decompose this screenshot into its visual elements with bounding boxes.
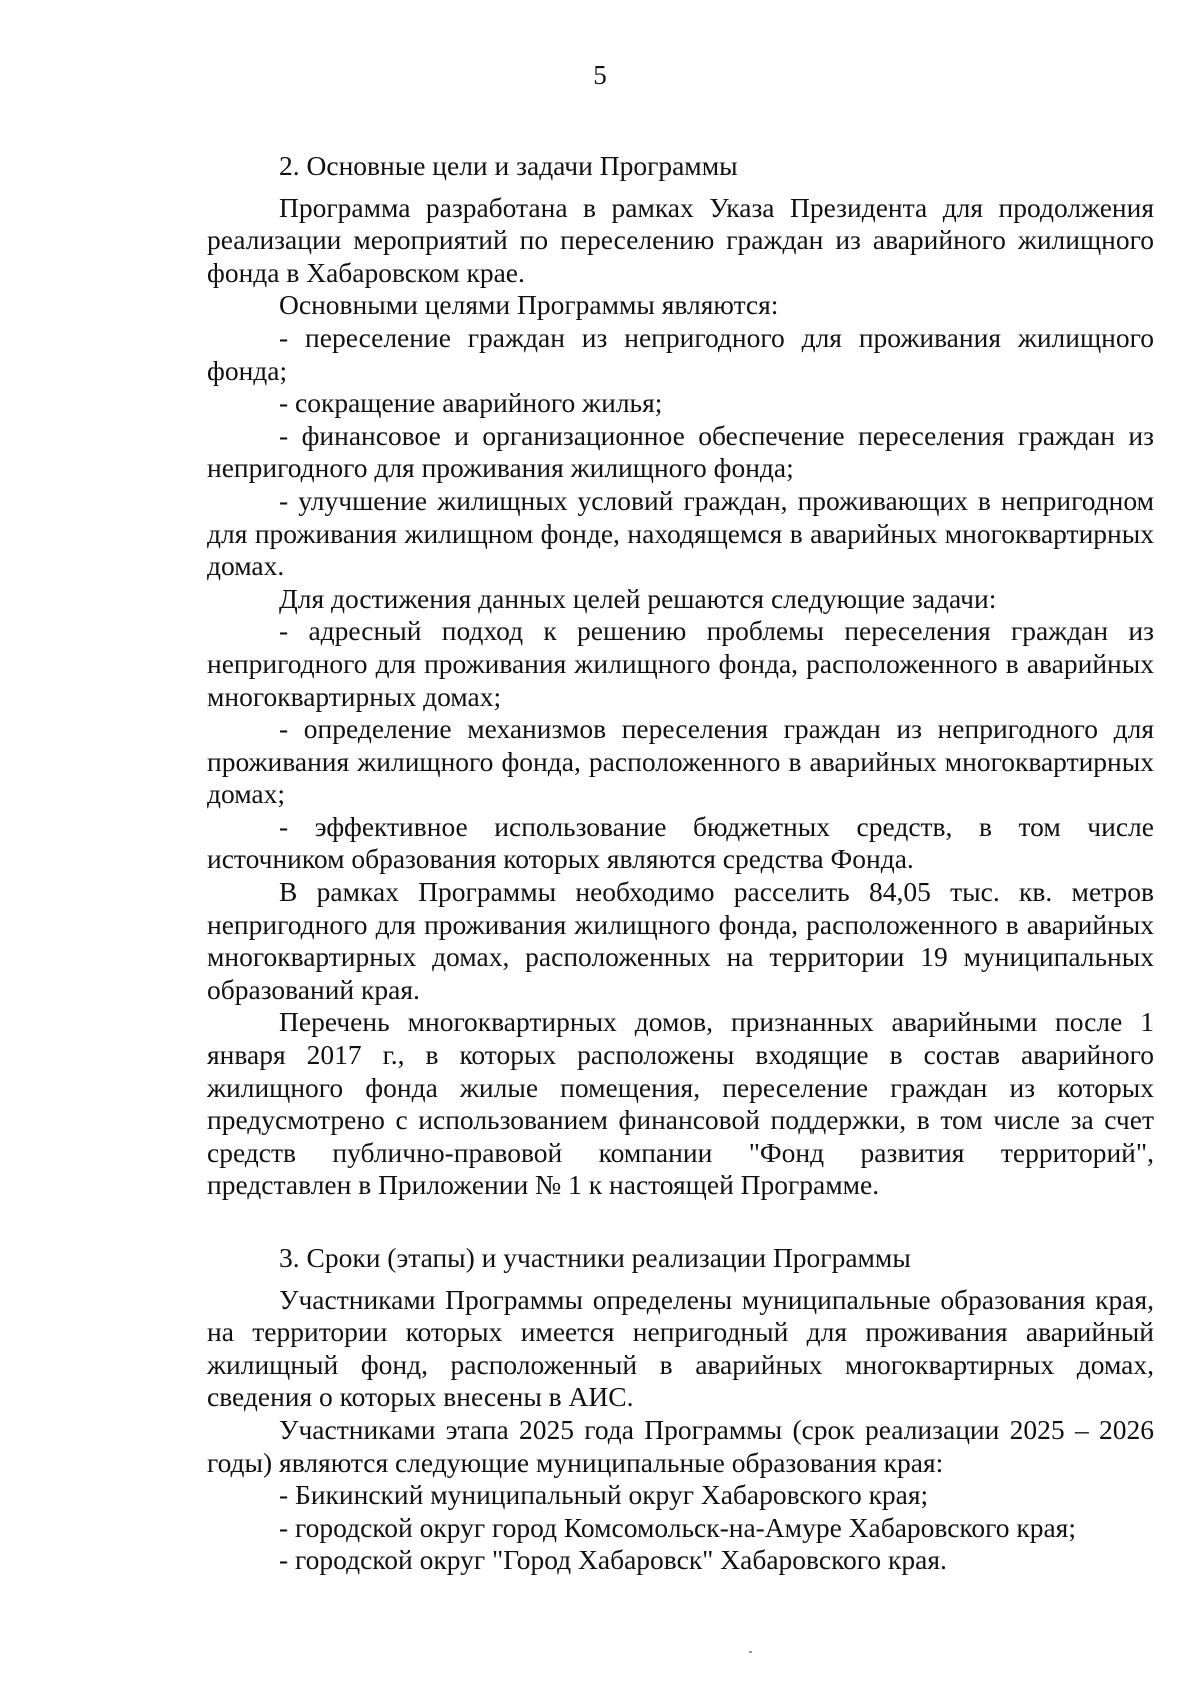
municipality-item: - Бикинский муниципальный округ Хабаровского края; bbox=[279, 1479, 929, 1511]
scan-speck bbox=[749, 1651, 752, 1653]
task-item: - адресный подход к решению проблемы переселения граждан из непригодного для проживания жилищного фонда, расположенного в аварийных многоквартирных домах; bbox=[207, 615, 1154, 712]
section-2-intro: Программа разработана в рамках Указа Президента для продолжения реализации мероприятий по переселению граждан из аварийного жилищного фонда в Хабаровском крае. bbox=[207, 191, 1154, 288]
list-reference-paragraph: Перечень многоквартирных домов, признанных аварийными после 1 января 2017 г., в которых расположены входящие в состав аварийного жилищного фонда жилые помещения, переселение граждан из которых предусмотрено с использованием финансовой поддержки, в том числе за счет средств публично-правовой компании "Фонд развития территорий", представлен в Приложении № 1 к настоящей Программе. bbox=[207, 1006, 1154, 1201]
municipality-item: - городской округ "Город Хабаровск" Хабаровского края. bbox=[279, 1544, 947, 1576]
municipality-item: - городской округ город Комсомольск-на-Амуре Хабаровского края; bbox=[279, 1511, 1076, 1543]
goal-item: - улучшение жилищных условий граждан, проживающих в непригодном для проживания жилищном фонде, находящемся в аварийных многоквартирных домах. bbox=[207, 484, 1154, 582]
goal-item: - переселение граждан из непригодного для проживания жилищного фонда; bbox=[207, 321, 1154, 386]
volume-paragraph: В рамках Программы необходимо расселить 84,05 тыс. кв. метров непригодного для проживания жилищного фонда, расположенного в аварийных многоквартирных домах, расположенных на территории 19 муниципальных образований края. bbox=[207, 876, 1154, 1005]
tasks-lead: Для достижения данных целей решаются следующие задачи: bbox=[279, 582, 997, 614]
goals-lead: Основными целями Программы являются: bbox=[279, 289, 779, 321]
goal-item: - финансовое и организационное обеспечение переселения граждан из непригодного для проживания жилищного фонда; bbox=[207, 419, 1154, 484]
participants-paragraph: Участниками Программы определены муниципальные образования края, на территории которых имеется непригодный для проживания аварийный жилищный фонд, расположенный в аварийных многоквартирных домах, сведения о которых внесены в АИС. bbox=[207, 1283, 1154, 1413]
section-3-heading: 3. Сроки (этапы) и участники реализации Программы bbox=[279, 1242, 911, 1273]
document-body bbox=[207, 150, 1154, 1577]
task-item: - определение механизмов переселения граждан из непригодного для проживания жилищного фонда, расположенного в аварийных многоквартирных домах; bbox=[207, 713, 1154, 810]
task-item: - эффективное использование бюджетных средств, в том числе источником образования которых являются средства Фонда. bbox=[207, 810, 1154, 875]
stage-lead: Участниками этапа 2025 года Программы (срок реализации 2025 – 2026 годы) являются следующие муниципальные образования края: bbox=[207, 1413, 1154, 1478]
section-2-heading: 2. Основные цели и задачи Программы bbox=[279, 150, 738, 181]
goal-item: - сокращение аварийного жилья; bbox=[279, 387, 663, 419]
page-number: 5 bbox=[593, 60, 607, 90]
